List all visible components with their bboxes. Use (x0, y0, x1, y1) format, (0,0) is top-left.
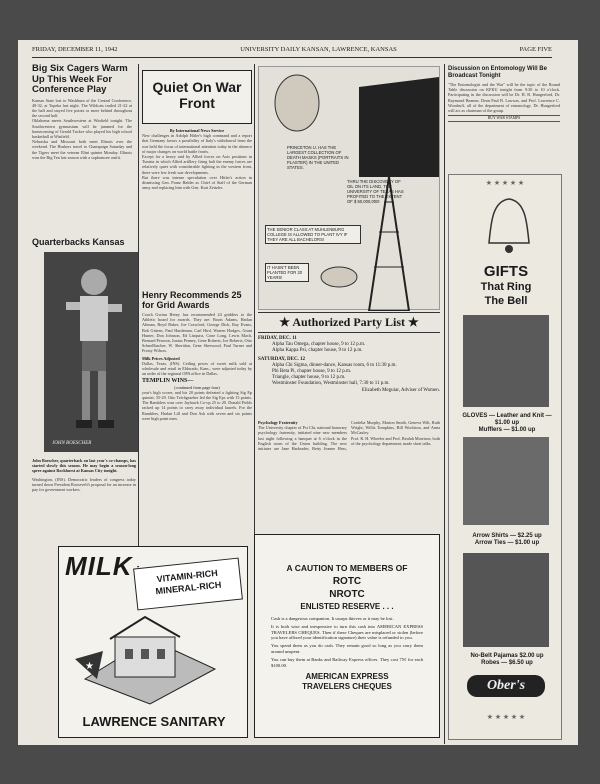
bell-icon (479, 191, 539, 261)
photo-signature: JOHN BOESCHER (52, 441, 92, 446)
milk-sponsor: LAWRENCE SANITARY (82, 714, 226, 729)
dairy-building-illustration (75, 609, 225, 709)
story-paragraph: The University chapter of Psi Chi, national honorary psychology fraternity, initiated nine new members last night following a banquet at 6 o'clock in the English room of the Union building. The new initiates are Jane Harkrader, Betty Jeanne Hess, Cordelia Murphy, Marion Smith, Geneva Wilt, Ruth Wright, Willis Tompkins, Bill Woolston, and Anna McCauley. (258, 420, 440, 452)
amex-heading-line: ENLISTED RESERVE . . . (300, 602, 394, 611)
grid-awards-story (142, 312, 252, 421)
gloves-text (457, 413, 557, 434)
gift-item: Arrow Ties — $1.00 up (474, 540, 540, 546)
party-entry: Westminster Foundation, Westminster hall, 7:30 to 11 p.m. (272, 381, 390, 387)
banner-line: MINERAL-RICH (155, 579, 222, 597)
cartoon-caption-4: IT HASN'T BEEN PLANTED FOR 20 YEARS! (265, 263, 309, 282)
gifts-title (449, 263, 563, 308)
amex-ad (254, 534, 440, 738)
milk-ad (58, 546, 248, 738)
photo-caption: John Boescher, quarterback on last year's co-champs, has started slowly this season. He may begin a season-long spree against Rockhurst at Kansas City tonight. (32, 458, 136, 474)
psychology-head: Psychology Fraternity (258, 420, 298, 425)
amex-heading (255, 563, 439, 611)
shirts-image (463, 437, 549, 525)
banner-line: VITAMIN-RICH (156, 567, 219, 585)
story-paragraph: year's high scorer, and his 20 points defeated a fighting Sig Ep quintet, 35-29. Otto Teichgraeber led the Sig Eps with 15 points. The Ramblers won over Jayhawk Co-op 25 to 20. Donald Fields racked up 14 points to carry away individual laurels. For the Ramblers, Harlan Lill and Don Ash with seven and six points were high point men. (142, 389, 252, 421)
story-paragraph: Washington, (INS). Democratic leaders of congress today turned down President Roosevelt's proposal for an increase in pay for government workers. (32, 476, 136, 493)
amex-paragraph: Cash is a dangerous companion. It usurps thieves or it may be lost. (271, 616, 394, 621)
pajamas-image (463, 553, 549, 647)
cartoon-caption-3: THE SENIOR CLASS AT MUHLENBURG COLLEGE IS ALLOWED TO PLANT IVY IF THEY ARE ALL BACHELORS! (265, 225, 361, 244)
page-header (32, 46, 552, 58)
stars-decoration: ★ ★ ★ ★ ★ (485, 179, 525, 187)
gift-item: Arrow Shirts — $2.25 up (472, 533, 542, 539)
amex-paragraph: You can buy them at Banks and Railway Express offices. They cost 75¢ for each $100.00. (271, 656, 423, 668)
story-paragraph: Coach Gwinn Henry has recommended 24 gridders to the Athletic board for awards. They are: Boots Adams, Harlan Altman, Boyd Baker, Joe Crawford, George Dick, Ray Evans, Bob Gittens, Paul Hardeman, Carl Hird, Warren Hodges, Grant Hunter, Don Johnson, Ed Linquist, Cone Long, Lewis Mach, Bernard Pearson, Junius Penney, Gene Roberts, Joe Roberts, Otto Schnellbacher, W. Sheridan, Gene Sherwood, Paul Turner and Frosty Wilson. (142, 312, 252, 354)
header-paper: UNIVERSITY DAILY KANSAN, LAWRENCE, KANSAS (240, 46, 397, 53)
obers-logo: Ober's (467, 675, 545, 697)
story-paragraph: Kansas State lost to Washburn of the Central Conference, 48-32, at Topeka last night. The Wildcats trailed 21-22 at the half and stayed five points or more behind throughout the second half. (32, 97, 132, 119)
story-paragraph: But there was intense speculation over Hitler's action in dismissing Gen. Franz Halder as Chief of Staff of the German army and replacing him with Gen. Kurt Zeitzler. (142, 174, 252, 191)
quiet-war-front-box (142, 70, 252, 124)
amex-paragraph: You spend them as you do cash. They remain good so long as you carry them around unspent. (271, 643, 423, 654)
pajamas-text (457, 653, 557, 667)
gift-item: Robes — $6.50 up (481, 660, 533, 666)
column-rule (138, 64, 139, 574)
saturday-label: SATURDAY, DEC. 12 (258, 356, 306, 362)
story-paragraph: Oklahoma meets Southwestern at Winfield tonight. The Southwestern gymnasium will be jammed for the homecoming of Gerald Tucker who played his high school basketball at Winfield. (32, 118, 132, 139)
party-list-title-text: Authorized Party List (292, 315, 405, 329)
photo-headline: Quarterbacks Kansas (32, 237, 125, 247)
story-paragraph: Dallas, Texas, (INS). Ceiling prices of sweet milk sold at wholesale and retail in Eldorado, Kans., were adjusted today by an order of the regional OPA office in Dallas. (142, 360, 252, 377)
amex-footer (255, 672, 439, 692)
amex-heading-line: A CAUTION TO MEMBERS OF (286, 563, 408, 573)
gloves-image (463, 315, 549, 407)
gifts-title-line: GIFTS (483, 263, 529, 280)
headline-grid-awards: Henry Recommends 25 for Grid Awards (142, 290, 242, 310)
headline-big-six: Big Six Cagers Warm Up This Week For Conference Play (32, 63, 128, 95)
gift-item: GLOVES — Leather and Knit — $1.00 up (462, 413, 552, 426)
vitamin-banner (133, 558, 243, 611)
story-paragraph: Except for a heavy raid by Allied forces on Axis positions in Tunisia in which Allied artillery firing halt the enemy forces are relatively quiet with considerable fighting in the western front, there were few fresh war developments. (142, 154, 252, 175)
obers-gift-ad (448, 174, 562, 740)
entomology-head: Discussion on Entomology Will Be Broadcast Tonight (448, 66, 547, 79)
amex-heading-line: NROTC (329, 589, 365, 600)
amex-body (255, 611, 439, 668)
party-entries (258, 336, 440, 394)
column-sports (32, 64, 132, 160)
amex-footer-line: AMERICAN EXPRESS (305, 672, 389, 682)
psychology-story (258, 420, 440, 451)
milk-title-text: MILK (65, 551, 133, 581)
story-paragraph: Prof. R. H. Wheeler and Prof. Beulah Morrison, both of the psychology department, made short talks. (351, 435, 440, 446)
gift-item: Mufflers — $1.00 up (478, 427, 536, 433)
party-list-title: ★ Authorized Party List ★ (258, 312, 440, 333)
byline: By International News Service (169, 128, 225, 133)
campus-cartoon (258, 66, 440, 310)
amex-paragraph: It is both wise and inexpensive to turn this cash into AMERICAN EXPRESS TRAVELERS CHEQUES. Then if these Cheques are misplaced or stolen (before you have affixed your identification signature) their value is refunded to you. (271, 623, 423, 641)
gift-item: No-Belt Pajamas $2.00 up (470, 653, 544, 659)
amex-footer-line: TRAVELERS CHEQUES (302, 682, 392, 692)
stars-decoration: ★ ★ ★ ★ ★ (486, 713, 526, 721)
templin-continued: (continued from page four) (174, 384, 220, 390)
party-entry: Alpha Tau Omega, chapter house, 9 to 12 p.m. (272, 342, 366, 348)
cartoon-caption-2: THRU THE DISCOVERY OF OIL ON ITS LAND, THE UNIVERSITY OF TEXAS HAS PROFITED TO THE EXTENT OF $ 50,000,000! (347, 179, 404, 204)
amex-heading-line: ROTC (332, 576, 362, 587)
cartoon-caption-1: PRINCETON U. HAS THE LARGEST COLLECTION OF DEATH MASKS (PORTRAITS IN PLASTER) IN THE UNITED STATES. (287, 145, 349, 170)
newspaper-page (18, 40, 578, 745)
football-player-illustration (44, 252, 138, 452)
header-date: FRIDAY, DECEMBER 11, 1942 (32, 46, 118, 53)
column-war-news (142, 128, 252, 190)
friday-label: FRIDAY, DEC. 11 (258, 336, 297, 341)
party-list (258, 312, 440, 420)
shirts-text (457, 533, 557, 547)
templin-head: TEMPLIN WINS— (142, 378, 194, 385)
column-rule (254, 64, 255, 544)
party-entry: Phi Beta Pi, chapter house, 9 to 12 p.m. (272, 369, 352, 375)
party-signature: Elizabeth Meguiar, Adviser of Women. (361, 387, 440, 393)
player-photo (44, 252, 138, 452)
photo-caption-block (32, 458, 136, 492)
entomology-story (448, 66, 560, 122)
story-paragraph: New challenges in Adolph Hitler's high command and a report that Germany favors a possibility of Italy's withdrawal from the war held the focus of international attention today in the absence of major changes on world battle fronts. (142, 133, 252, 154)
header-page: PAGE FIVE (519, 46, 552, 53)
war-front-title: Quiet On War Front (152, 79, 242, 111)
milk-prices-head: Milk Prices Adjusted (142, 355, 180, 361)
party-entry: Alpha Chi Sigma, dinner-dance, Kansas room, 6 to 11:30 p.m. (272, 362, 397, 368)
war-stamps-note: BUY WAR STAMPS (448, 115, 560, 122)
gifts-title-line: The Bell (484, 295, 528, 307)
column-rule (444, 64, 445, 744)
party-entry: Alpha Kappa Psi, chapter house, 9 to 12 p.m. (272, 348, 363, 354)
party-entry: Triangle, chapter house, 9 to 12 p.m. (272, 375, 346, 381)
svg-text:★: ★ (85, 661, 94, 672)
story-paragraph: "The Entomologist and the War" will be the topic of the Round Table discussion on KFKU tonight from 9:30 to 10 o'clock. Participating in the discussion will be Dr. H. B. Hungerford, Dr. Raymond Beamer, Dean Paul B. Lawson, and Prof. Lawrence C. Woodruff, all of the department of entomology. Dr. Hungerford will act as chairman of the group. (448, 82, 560, 114)
gifts-title-line: That Ring (480, 281, 532, 293)
story-paragraph: Nebraska and Missouri both meet Illinois over the weekend. The Huskers travel to Champaign Saturday and the Tigers meet the veteran Illini quintet Monday. Illinois won the Big Ten last season with a sophomore outfit. (32, 139, 132, 160)
